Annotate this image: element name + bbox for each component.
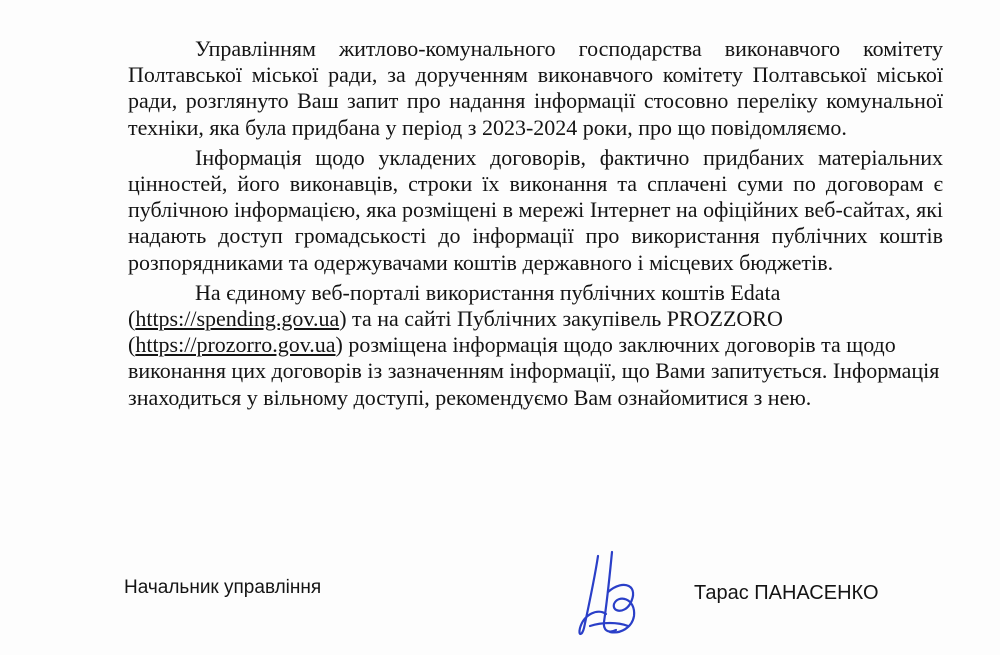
paragraph-request-review: Управлінням житлово-комунального господарства виконавчого комітету Полтавської міської ради, за дорученням виконавчого комітету Полтавської міської ради, розглянуто Ваш запит про надання інформації стосовно переліку комунальної техніки, яка була придбана у період з 2023-2024 роки, про що повідомляємо. (128, 36, 943, 140)
handwritten-signature (568, 548, 648, 644)
paragraph-portals (128, 280, 943, 411)
paragraph-portals-text-2: ) та на сайті Публічних закупівель PROZZORO ( (128, 306, 783, 358)
signatory-position: Начальник управління (124, 577, 322, 598)
signatory-name: Тарас ПАНАСЕНКО (694, 582, 879, 604)
letter-body (128, 36, 943, 415)
spending-link[interactable]: https://spending.gov.ua (135, 306, 340, 332)
paragraph-portals-text-1: На єдиному веб-порталі використання публічних коштів Edata ( (128, 279, 781, 332)
paragraph-public-information: Інформація щодо укладених договорів, фактично придбаних матеріальних цінностей, його виконавців, строки їх виконання та сплачені суми по договорам є публічною інформацією, яка розміщені в мережі Інтернет на офіційних веб-сайтах, які надають доступ громадськості до інформації про використання публічних коштів розпорядниками та одержувачами коштів державного і місцевих бюджетів. (128, 144, 943, 275)
prozorro-link[interactable]: https://prozorro.gov.ua (135, 332, 336, 358)
paragraph-portals-text-3: ) розміщена інформація щодо заключних договорів та щодо виконання цих договорів із зазначенням інформації, що Вами запитується. Інформація знаходиться у вільному доступі, рекомендуємо Вам ознайомитися з нею. (128, 332, 940, 410)
